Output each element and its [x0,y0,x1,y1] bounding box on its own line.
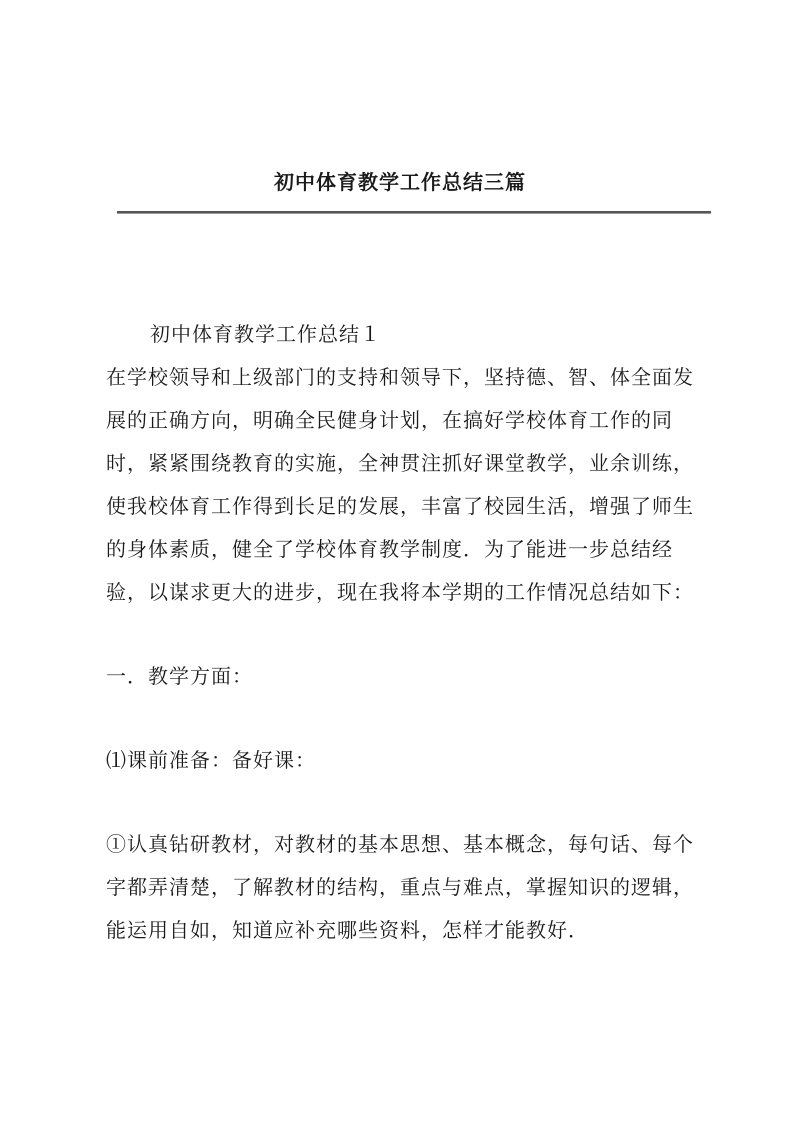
document-title: 初中体育教学工作总结三篇 [274,170,526,194]
body-paragraph: 在学校领导和上级部门的支持和领导下，坚持德、智、体全面发展的正确方向，明确全民健身计划，在搞好学校体育工作的同时，紧紧围绕教育的实施，全神贯注抓好课堂教学，业余训练，使我校体育工作得到长足的发展，丰富了校园生活，增强了师生的身体素质，健全了学校体育教学制度．为了能进一步总结经验，以谋求更大的进步，现在我将本学期的工作情况总结如下： [106,365,694,604]
body-paragraph: ⑴课前准备：备好课： [106,748,316,772]
section-heading: 初中体育教学工作总结１ [150,322,381,346]
document-body [106,313,706,952]
title-divider [117,211,711,214]
body-paragraph: ①认真钻研教材，对教材的基本思想、基本概念，每句话、每个字都弄清楚，了解教材的结构，重点与难点，掌握知识的逻辑，能运用自如，知道应补充哪些资料，怎样才能教好． [106,832,694,942]
body-paragraph: 一．教学方面： [106,664,253,688]
